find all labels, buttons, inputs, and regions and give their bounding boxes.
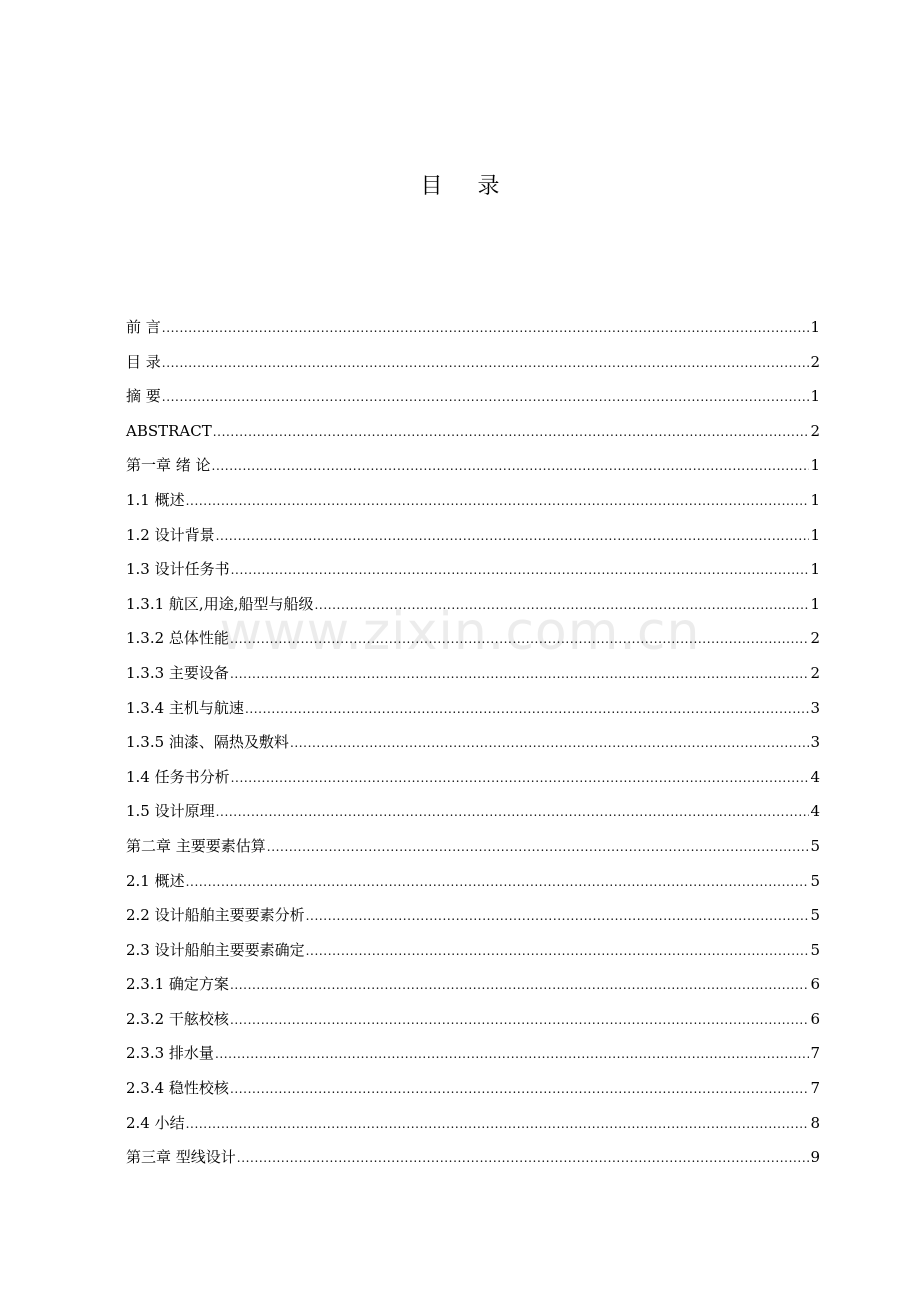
toc-dot-leader [162, 311, 810, 346]
toc-entry[interactable] [126, 1071, 820, 1106]
toc-entry-page-number: 7 [810, 1079, 820, 1098]
toc-entry[interactable] [126, 414, 820, 449]
toc-entry-page-number: 9 [810, 1148, 820, 1167]
toc-entry-label: 第二章 主要要素估算 [126, 836, 266, 855]
toc-entry-label: 第一章 绪 论 [126, 456, 211, 475]
toc-entry-label: 1.3.4 主机与航速 [126, 698, 244, 717]
toc-entry-label: 1.3.1 航区,用途,船型与船级 [126, 594, 314, 613]
toc-entry[interactable] [126, 898, 820, 933]
toc-entry-page-number: 7 [810, 1044, 820, 1063]
toc-entry-label: 1.1 概述 [126, 490, 185, 509]
toc-entry[interactable] [126, 552, 820, 587]
toc-dot-leader [231, 553, 810, 588]
toc-entry-page-number: 1 [810, 490, 820, 509]
toc-entry[interactable] [126, 1002, 820, 1037]
toc-entry-page-number: 6 [810, 1009, 820, 1028]
toc-dot-leader [290, 726, 810, 761]
toc-entry[interactable] [126, 864, 820, 899]
toc-dot-leader [237, 1141, 810, 1176]
toc-entry-label: ABSTRACT [126, 421, 212, 440]
toc-entry-page-number: 4 [810, 767, 820, 786]
toc-dot-leader [230, 657, 810, 692]
toc-entry[interactable] [126, 725, 820, 760]
toc-entry[interactable] [126, 345, 820, 380]
page-title: 目 录 [420, 174, 514, 199]
toc-entry-page-number: 1 [810, 456, 820, 475]
toc-entry[interactable] [126, 656, 820, 691]
toc-entry[interactable] [126, 587, 820, 622]
toc-entry-label: 1.5 设计原理 [126, 802, 215, 821]
toc-entry-page-number: 2 [810, 663, 820, 682]
toc-entry[interactable] [126, 1036, 820, 1071]
toc-entry-label: 2.3.4 稳性校核 [126, 1079, 229, 1098]
toc-entry-label: 1.3.2 总体性能 [126, 629, 229, 648]
toc-entry-page-number: 2 [810, 352, 820, 371]
toc-entry-page-number: 3 [810, 698, 820, 717]
toc-entry-label: 1.4 任务书分析 [126, 767, 230, 786]
toc-dot-leader [186, 484, 810, 519]
watermark: www.zixin.com.cn [219, 602, 701, 662]
toc-dot-leader [216, 795, 810, 830]
toc-entry-label: 1.2 设计背景 [126, 525, 215, 544]
toc-entry-page-number: 1 [810, 318, 820, 336]
toc-entry[interactable] [126, 967, 820, 1002]
toc-dot-leader [216, 519, 810, 554]
toc-dot-leader [215, 1037, 810, 1072]
toc-entry[interactable] [126, 483, 820, 518]
table-of-contents [126, 310, 820, 1175]
toc-entry[interactable] [126, 1106, 820, 1141]
toc-dot-leader [212, 449, 810, 484]
toc-entry-label: 1.3.5 油漆、隔热及敷料 [126, 733, 289, 752]
toc-dot-leader [231, 761, 810, 796]
toc-dot-leader [186, 865, 810, 900]
toc-entry-label: 2.2 设计船舶主要要素分析 [126, 906, 305, 925]
toc-entry[interactable] [126, 310, 820, 345]
toc-entry-page-number: 1 [810, 594, 820, 613]
toc-dot-leader [314, 588, 809, 623]
toc-dot-leader [186, 1107, 810, 1142]
toc-dot-leader [267, 830, 810, 865]
toc-entry-page-number: 1 [810, 560, 820, 579]
toc-entry[interactable] [126, 794, 820, 829]
toc-entry-page-number: 4 [810, 802, 820, 821]
toc-entry-page-number: 5 [810, 836, 820, 855]
toc-entry-page-number: 5 [810, 871, 820, 890]
toc-entry-label: 2.1 概述 [126, 871, 185, 890]
toc-dot-leader [230, 1072, 810, 1107]
toc-entry-page-number: 1 [810, 387, 820, 406]
toc-entry[interactable] [126, 379, 820, 414]
toc-entry-label: 第三章 型线设计 [126, 1148, 236, 1167]
toc-entry[interactable] [126, 518, 820, 553]
toc-dot-leader [306, 899, 810, 934]
toc-dot-leader [306, 934, 810, 969]
toc-entry-label: 摘 要 [126, 387, 161, 406]
toc-entry[interactable] [126, 829, 820, 864]
toc-entry-page-number: 3 [810, 733, 820, 752]
toc-dot-leader [213, 415, 810, 450]
toc-entry-label: 2.4 小结 [126, 1113, 185, 1132]
toc-entry[interactable] [126, 1140, 820, 1175]
toc-entry[interactable] [126, 448, 820, 483]
toc-entry-page-number: 8 [810, 1113, 820, 1132]
toc-entry-label: 前 言 [126, 318, 161, 336]
toc-entry-label: 2.3.1 确定方案 [126, 975, 229, 994]
toc-entry[interactable] [126, 691, 820, 726]
toc-entry-label: 1.3.3 主要设备 [126, 663, 229, 682]
toc-entry[interactable] [126, 621, 820, 656]
toc-dot-leader [162, 346, 810, 381]
toc-entry-label: 目 录 [126, 352, 161, 371]
toc-entry-label: 2.3 设计船舶主要要素确定 [126, 940, 305, 959]
toc-dot-leader [230, 622, 810, 657]
toc-entry-label: 1.3 设计任务书 [126, 560, 230, 579]
toc-dot-leader [245, 692, 810, 727]
toc-entry-page-number: 2 [810, 629, 820, 648]
toc-dot-leader [162, 380, 810, 415]
toc-entry[interactable] [126, 760, 820, 795]
toc-entry-page-number: 5 [810, 906, 820, 925]
toc-entry-page-number: 2 [810, 421, 820, 440]
toc-dot-leader [230, 1003, 810, 1038]
toc-entry-label: 2.3.2 干舷校核 [126, 1009, 229, 1028]
toc-entry[interactable] [126, 933, 820, 968]
toc-entry-label: 2.3.3 排水量 [126, 1044, 214, 1063]
toc-entry-page-number: 1 [810, 525, 820, 544]
toc-dot-leader [230, 968, 810, 1003]
toc-entry-page-number: 5 [810, 940, 820, 959]
toc-entry-page-number: 6 [810, 975, 820, 994]
